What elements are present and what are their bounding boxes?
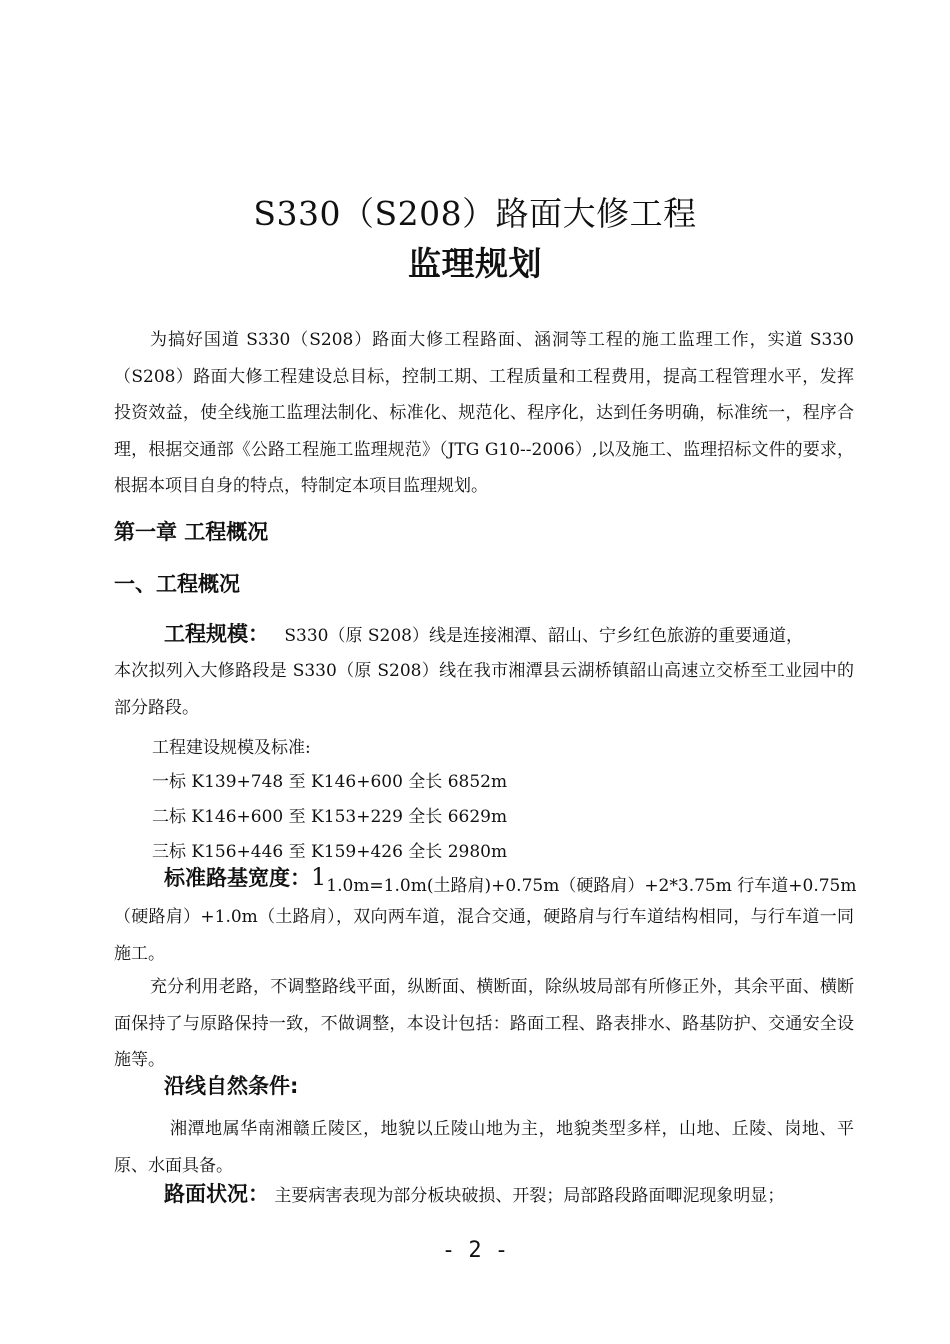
scale-text: 本次拟列入大修路段是 S330（原 S208）线在我市湘潭县云湖桥镇韶山高速立交桥至工业园中的部分路段。 <box>114 661 854 718</box>
pavement-label: 路面状况： <box>164 1182 269 1206</box>
page-number: - 2 - <box>441 1238 509 1263</box>
scale-label: 工程规模： <box>164 622 269 646</box>
width-first-line: 1.0m=1.0m(土路肩)+0.75m（硬路肩）+2*3.75m 行车道+0.75m <box>326 876 857 896</box>
section-line-2: 二标 K146+600 至 K153+229 全长 6629m <box>152 807 508 827</box>
natural-paragraph <box>114 1111 854 1184</box>
width-big-digit: 1 <box>311 863 327 891</box>
reuse-text: 充分利用老路，不调整路线平面，纵断面、横断面，除纵坡局部有所修正外，其余平面、横断面保持了与原路保持一致，不做调整，本设计包括：路面工程、路表排水、路基防护、交通安全设施等。 <box>114 977 854 1070</box>
intro-text: 为搞好国道 S330（S208）路面大修工程路面、涵洞等工程的施工监理工作，实道 S330（S208）路面大修工程建设总目标，控制工期、工程质量和工程费用，提高工程管理水平，发挥投资效益，使全线施工监理法制化、标准化、规范化、程序化，达到任务明确，标准统一，程序合理，根据交通部《公路工程施工监理规范》（JTG G10--2006）,以及施工、监理招标文件的要求，根据本项目自身的特点，特制定本项目监理规划。 <box>114 330 854 496</box>
reuse-paragraph <box>114 969 854 1079</box>
section-line-1: 一标 K139+748 至 K146+600 全长 6852m <box>152 772 508 792</box>
width-text: （硬路肩）+1.0m（土路肩），双向两车道，混合交通，硬路肩与行车道结构相同，与行车道一同施工。 <box>114 907 854 964</box>
natural-text: 湘潭地属华南湘赣丘陵区，地貌以丘陵山地为主，地貌类型多样，山地、丘陵、岗地、平原、水面具备。 <box>114 1119 854 1176</box>
section-heading: 一、工程概况 <box>114 572 240 596</box>
natural-label: 沿线自然条件: <box>164 1074 299 1098</box>
chapter-heading: 第一章 工程概况 <box>114 520 269 544</box>
pavement-text: 主要病害表现为部分板块破损、开裂；局部路段路面唧泥现象明显； <box>274 1186 785 1206</box>
section-line-3: 三标 K156+446 至 K159+426 全长 2980m <box>152 842 508 862</box>
pavement-line <box>164 1178 904 1208</box>
intro-paragraph <box>114 322 854 505</box>
scale-paragraph <box>114 653 854 726</box>
scale-line <box>164 618 904 648</box>
width-paragraph <box>114 899 854 972</box>
width-label: 标准路基宽度： <box>164 866 311 890</box>
width-line <box>164 862 904 896</box>
standard-intro: 工程建设规模及标准: <box>152 738 311 758</box>
document-title: S330（S208）路面大修工程 <box>253 194 697 233</box>
document-subtitle: 监理规划 <box>408 244 542 283</box>
scale-first-line: S330（原 S208）线是连接湘潭、韶山、宁乡红色旅游的重要通道， <box>284 626 803 646</box>
natural-heading-line <box>164 1070 904 1100</box>
